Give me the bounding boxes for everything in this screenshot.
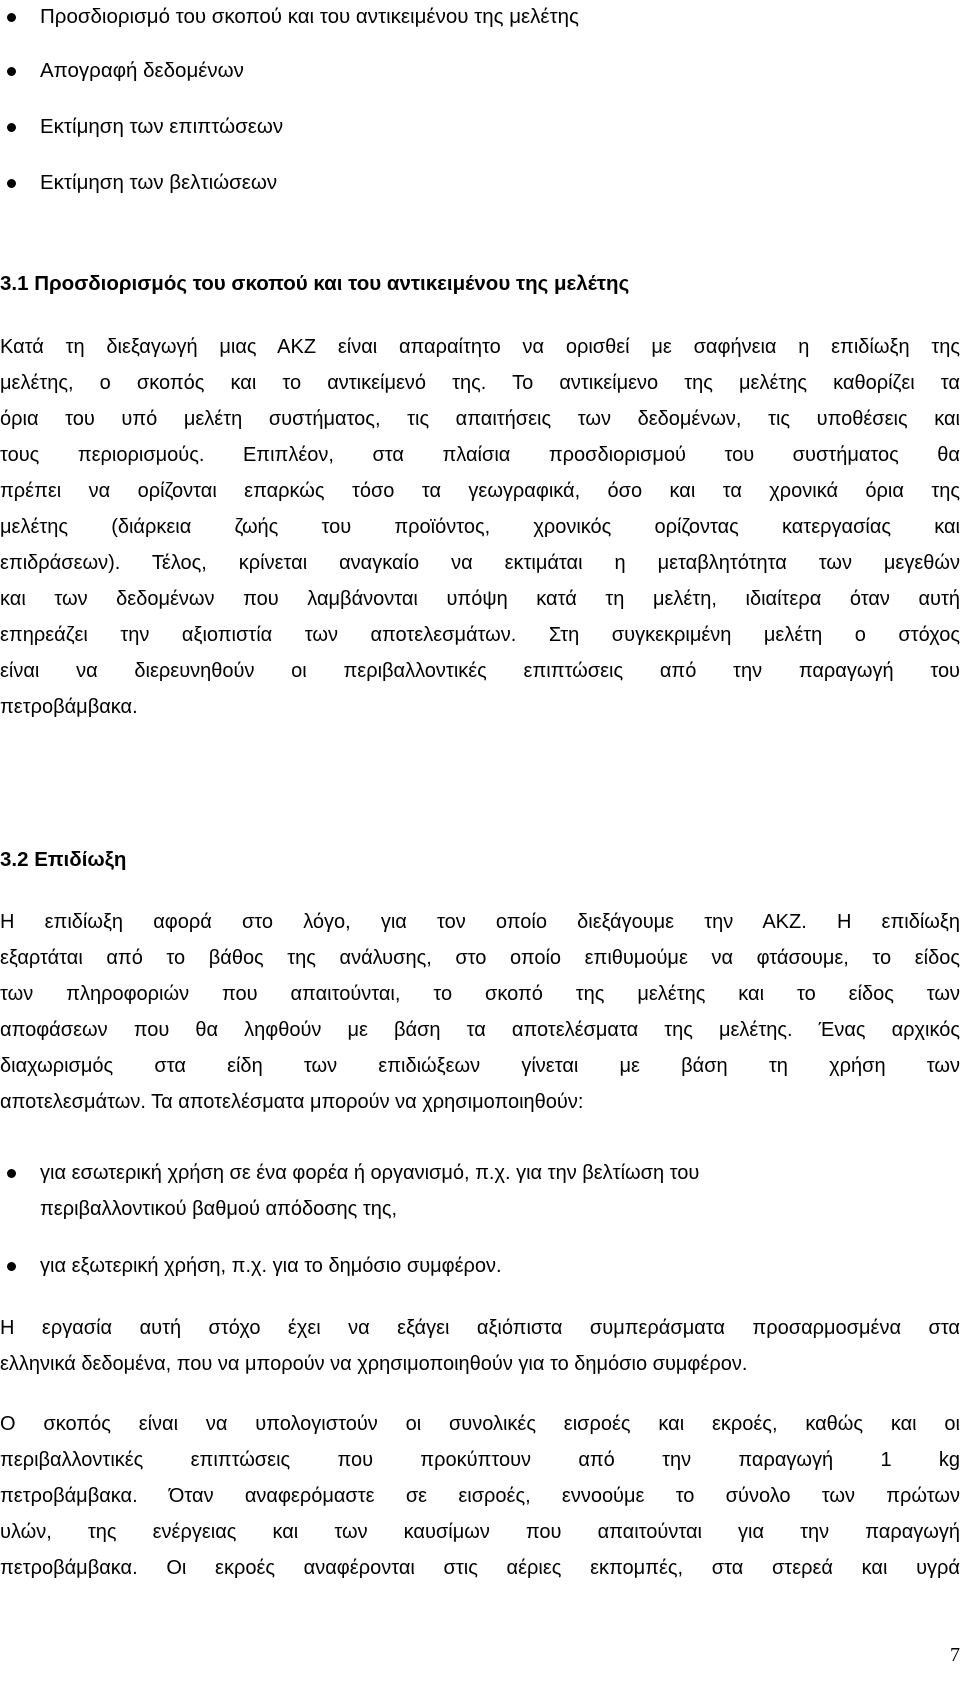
paragraph-line: Κατά τη διεξαγωγή μιας ΑΚΖ είναι απαραίτητο να ορισθεί με σαφήνεια η επιδίωξη της [0, 336, 960, 358]
scope-paragraph [0, 1406, 960, 1586]
paragraph-line: επηρεάζει την αξιοπιστία των αποτελεσμάτων. Στη συγκεκριμένη μελέτη ο στόχος [0, 624, 960, 646]
paragraph-line: των πληροφοριών που απαιτούνται, το σκοπό της μελέτης και το είδος των [0, 983, 960, 1005]
paragraph-line: πετροβάμβακα. Όταν αναφερόμαστε σε εισροές, εννοούμε το σύνολο των πρώτων [0, 1485, 960, 1507]
list-item [0, 56, 960, 86]
paragraph-line: ελληνικά δεδομένα, που να μπορούν να χρησιμοποιηθούν για το δημόσιο συμφέρον. [0, 1353, 748, 1375]
paragraph-line: επιδράσεων). Τέλος, κρίνεται αναγκαίο να εκτιμάται η μεταβλητότητα των μεγεθών [0, 552, 960, 574]
bullet-dot-icon [7, 123, 16, 132]
list-item-text: Προσδιορισμό του σκοπού και του αντικειμένου της μελέτης [40, 5, 579, 28]
paragraph-line: πρέπει να ορίζονται επαρκώς τόσο τα γεωγραφικά, όσο και τα χρονικά όρια της [0, 480, 960, 502]
paragraph-line: πετροβάμβακα. Οι εκροές αναφέρονται στις αέριες εκπομπές, στα στερεά και υγρά [0, 1557, 960, 1579]
paragraph-line: αποφάσεων που θα ληφθούν με βάση τα αποτελέσματα της μελέτης. Ένας αρχικός [0, 1019, 960, 1041]
section-heading-3-2: 3.2 Επιδίωξη [0, 848, 127, 871]
paragraph-line: Ο σκοπός είναι να υπολογιστούν οι συνολικές εισροές και εκροές, καθώς και οι [0, 1413, 960, 1435]
bullet-dot-icon [7, 1169, 16, 1178]
paragraph-line: πετροβάμβακα. [0, 696, 138, 718]
bullet-dot-icon [7, 179, 16, 188]
list-item [0, 2, 960, 32]
paragraph-line: εξαρτάται από το βάθος της ανάλυσης, στο οποίο επιθυμούμε να φτάσουμε, το είδος [0, 947, 960, 969]
list-item-text: περιβαλλοντικού βαθμού απόδοσης της, [40, 1198, 398, 1220]
list-item-text: για εξωτερική χρήση, π.χ. για το δημόσιο συμφέρον. [40, 1255, 502, 1277]
paragraph-line: τους περιορισμούς. Επιπλέον, στα πλαίσια προσδιορισμού του συστήματος θα [0, 444, 960, 466]
list-item [0, 112, 960, 142]
list-item-text: Εκτίμηση των βελτιώσεων [40, 171, 278, 194]
paragraph-line: διαχωρισμός στα είδη των επιδιώξεων γίνεται με βάση τη χρήση των [0, 1055, 960, 1077]
paragraph-line: υλών, της ενέργειας και των καυσίμων που απαιτούνται για την παραγωγή [0, 1521, 960, 1543]
section-3-2-paragraph [0, 904, 960, 1120]
list-item-text: για εσωτερική χρήση σε ένα φορέα ή οργανισμό, π.χ. για την βελτίωση του [40, 1162, 700, 1184]
bullet-dot-icon [7, 13, 16, 22]
conclusion-paragraph [0, 1310, 960, 1382]
list-item-text: Απογραφή δεδομένων [40, 59, 244, 82]
paragraph-line: αποτελεσμάτων. Τα αποτελέσματα μπορούν να χρησιμοποιηθούν: [0, 1091, 584, 1113]
paragraph-line: μελέτης, ο σκοπός και το αντικείμενό της. Το αντικείμενο της μελέτης καθορίζει τα [0, 372, 960, 394]
page-number: 7 [950, 1644, 960, 1666]
list-item-text: Εκτίμηση των επιπτώσεων [40, 115, 284, 138]
paragraph-line: και των δεδομένων που λαμβάνονται υπόψη κατά τη μελέτη, ιδιαίτερα όταν αυτή [0, 588, 960, 610]
list-item [0, 168, 960, 198]
paragraph-line: Η επιδίωξη αφορά στο λόγο, για τον οποίο διεξάγουμε την ΑΚΖ. Η επιδίωξη [0, 911, 960, 933]
section-3-1-paragraph [0, 329, 960, 725]
bullet-dot-icon [7, 67, 16, 76]
paragraph-line: Η εργασία αυτή στόχο έχει να εξάγει αξιόπιστα συμπεράσματα προσαρμοσμένα στα [0, 1317, 960, 1339]
bullet-dot-icon [7, 1262, 16, 1271]
paragraph-line: μελέτης (διάρκεια ζωής του προϊόντος, χρονικός ορίζοντας κατεργασίας και [0, 516, 960, 538]
paragraph-line: όρια του υπό μελέτη συστήματος, τις απαιτήσεις των δεδομένων, τις υποθέσεις και [0, 408, 960, 430]
paragraph-line: είναι να διερευνηθούν οι περιβαλλοντικές επιπτώσεις από την παραγωγή του [0, 660, 960, 682]
paragraph-line: περιβαλλοντικές επιπτώσεις που προκύπτουν από την παραγωγή 1 kg [0, 1449, 960, 1471]
section-heading-3-1: 3.1 Προσδιορισμός του σκοπού και του αντικειμένου της μελέτης [0, 272, 630, 295]
